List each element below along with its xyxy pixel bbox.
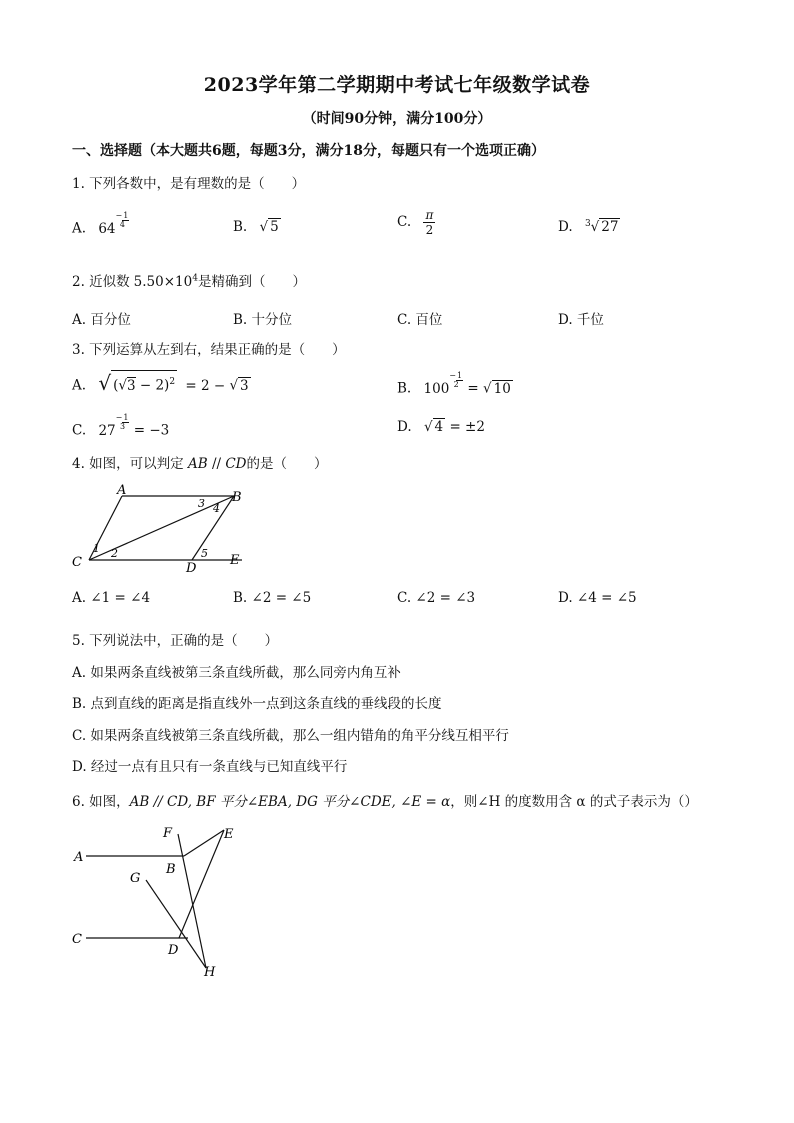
q4-angle-3: 3: [198, 497, 205, 510]
q4-figure: [66, 482, 256, 574]
q2-option-c: C. 百位: [397, 312, 443, 328]
q5-option-c: C. 如果两条直线被第三条直线所截，那么一组内错角的角平分线互相平行: [72, 728, 509, 744]
q3-d-radicand: 4: [434, 419, 444, 435]
q6-label-a: A: [74, 850, 84, 865]
q1-a-exp-den: 4: [119, 220, 125, 229]
q3-d-rhs: = ±2: [449, 419, 485, 435]
q1-a-base: 64: [98, 220, 116, 237]
q1-a-exp: −1 4: [115, 211, 129, 229]
q3-option-d: D. √ 4 = ±2: [397, 419, 485, 435]
q2-stem: [72, 270, 306, 290]
q6-stem: [72, 790, 732, 810]
exam-title: 2023学年第二学期期中考试七年级数学试卷: [203, 74, 591, 96]
q3-option-a: A. √ $(√3 - 2)^2 = 2$ − √ 3: [72, 370, 249, 395]
q4-angle-4: 4: [213, 502, 220, 515]
q4-label-c: C: [72, 555, 82, 570]
q3-b-base: 100: [423, 380, 450, 397]
q1-b-radicand: 5: [270, 219, 279, 235]
exam-subtitle: （时间90分钟，满分100分）: [302, 111, 492, 127]
q4-label-e: E: [230, 553, 240, 568]
q1-b-label: B.: [233, 219, 248, 235]
q4-stem: [72, 452, 328, 472]
q6-label-c: C: [72, 932, 82, 947]
q2-option-b: B. 十分位: [233, 312, 293, 328]
q4-ab: AB: [187, 456, 208, 472]
q3-a-label: A.: [72, 377, 87, 394]
q2-option-a: A. 百分位: [72, 312, 131, 328]
q4-label-b: B: [232, 490, 242, 505]
q4-angle-5: 5: [201, 547, 208, 560]
q3-a-inner-radicand: 3: [126, 377, 136, 394]
q2-stem-pre: 2. 近似数: [72, 274, 130, 290]
q4-option-a: A. ∠1 = ∠4: [72, 590, 151, 606]
q6-line-ed: [179, 830, 224, 938]
q1-a-label: A.: [72, 220, 87, 237]
q3-a-rhs-radicand: 3: [240, 377, 249, 394]
q1-c-label: C.: [397, 214, 412, 230]
q3-c-base: 27: [98, 422, 116, 439]
q5-option-b: B. 点到直线的距离是指直线外一点到这条直线的垂线段的长度: [72, 696, 442, 712]
q4-option-d: D. ∠4 = ∠5: [558, 590, 637, 606]
q1-d-radicand: 27: [601, 219, 619, 235]
q5-option-d: D. 经过一点有且只有一条直线与已知直线平行: [72, 759, 348, 775]
q4-parallel: //: [211, 456, 222, 472]
q2-option-d: D. 千位: [558, 312, 604, 328]
q4-option-c: C. ∠2 = ∠3: [397, 590, 476, 606]
q4-label-d: D: [186, 561, 197, 574]
q6-label-d: D: [168, 943, 179, 958]
q1-d-index: 3: [584, 218, 591, 229]
q2-number: 5.50×10: [133, 274, 193, 290]
q4-option-b: B. ∠2 = ∠5: [233, 590, 312, 606]
q6-label-h: H: [204, 965, 216, 980]
q1-option-b: B. √ 5: [233, 219, 279, 235]
q1-option-a: [72, 212, 129, 237]
q6-label-e: E: [224, 827, 234, 842]
q3-stem: 3. 下列运算从左到右，结果正确的是（ ）: [72, 342, 346, 358]
q2-stem-post: 是精确到（ ）: [197, 274, 306, 290]
q1-c-fraction: [423, 208, 435, 237]
q6-label-f: F: [163, 826, 173, 841]
q4-angle-1: 1: [93, 542, 100, 555]
q5-option-a: A. 如果两条直线被第三条直线所截，那么同旁内角互补: [72, 665, 401, 681]
q2-exponent: 4: [192, 273, 198, 284]
q5-stem: 5. 下列说法中，正确的是（ ）: [72, 633, 279, 649]
q4-angle-2: 2: [111, 547, 118, 560]
q3-d-label: D.: [397, 419, 412, 435]
q1-c-numerator: π: [425, 208, 434, 222]
q3-b-radicand: 10: [493, 380, 511, 397]
q3-b-equals: =: [467, 380, 479, 397]
q1-option-d: D. $^3$√ 27: [558, 218, 619, 235]
q4-stem-post: 的是（ ）: [246, 456, 328, 472]
q3-c-label: C.: [72, 422, 87, 439]
q6-condition: AB // CD, BF 平分∠EBA, DG 平分∠CDE, ∠E = α: [129, 794, 451, 810]
q3-option-c: C. 27−1 3 = −3: [72, 413, 170, 439]
q1-d-label: D.: [558, 219, 573, 235]
q3-c-rhs: = −3: [133, 422, 170, 439]
q1-option-c: [397, 208, 435, 237]
q3-a-rhs: = 2 −: [185, 377, 230, 394]
q4-cd: CD: [225, 456, 247, 472]
q6-label-b: B: [166, 862, 176, 877]
q6-figure: [66, 818, 256, 988]
q1-stem: 1. 下列各数中，是有理数的是（ ）: [72, 176, 306, 192]
q1-a-exp-num: 1: [123, 211, 129, 220]
q3-option-b: B. 100−1 2 = √ 10: [397, 371, 511, 397]
q6-stem-post: ，则∠H 的度数用含 α 的式子表示为（）: [450, 794, 698, 810]
q3-b-label: B.: [397, 380, 412, 397]
section-heading: 一、选择题（本大题共6题，每题3分，满分18分，每题只有一个选项正确）: [72, 143, 545, 159]
q1-c-denominator: 2: [425, 223, 434, 237]
q6-label-g: G: [130, 871, 141, 886]
q4-label-a: A: [117, 483, 127, 498]
q6-stem-pre: 6. 如图，: [72, 794, 130, 810]
q4-stem-pre: 4. 如图，可以判定: [72, 456, 184, 472]
